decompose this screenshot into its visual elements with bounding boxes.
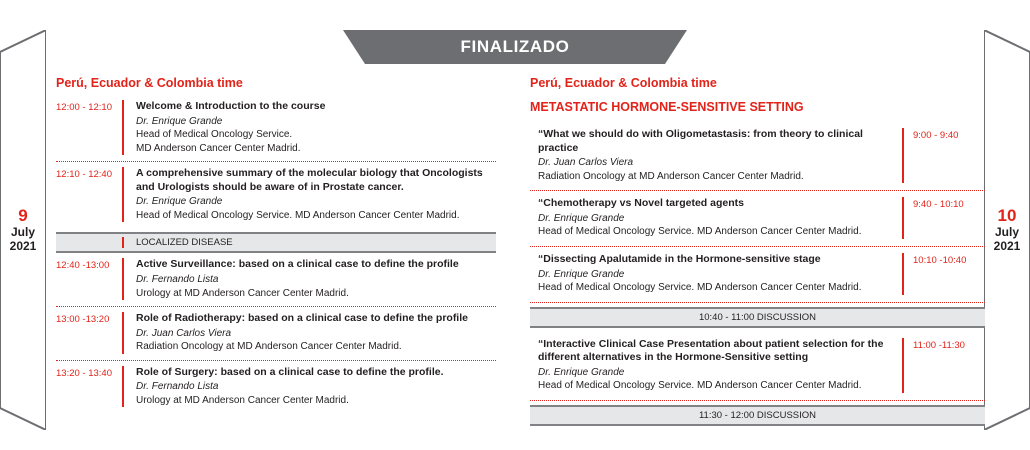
session-speaker: Dr. Enrique Grande bbox=[136, 196, 223, 208]
session-row bbox=[530, 191, 985, 247]
date-tab-right-month: July bbox=[994, 224, 1019, 239]
session-affiliation: Head of Medical Oncology Service. bbox=[136, 129, 293, 141]
session-time: 11:00 -11:30 bbox=[913, 339, 965, 351]
session-row bbox=[56, 361, 496, 414]
session-affiliation: Head of Medical Oncology Service. MD Anderson Cancer Center Madrid. bbox=[538, 226, 862, 238]
session-time: 12:10 - 12:40 bbox=[56, 169, 112, 181]
session-row bbox=[530, 247, 985, 303]
date-tab-left-month: July bbox=[10, 224, 35, 239]
date-tab-left-year: 2021 bbox=[9, 238, 37, 253]
session-title: A comprehensive summary of the molecular biology that Oncologists and Urologists should be aware of in Prostate cancer. bbox=[136, 167, 483, 193]
session-speaker: Dr. Enrique Grande bbox=[538, 268, 625, 280]
band-spacer bbox=[56, 237, 122, 248]
timezone-header-left: Perú, Ecuador & Colombia time bbox=[56, 76, 243, 90]
session-affiliation-2: MD Anderson Cancer Center Madrid. bbox=[136, 142, 301, 154]
session-speaker: Dr. Fernando Lista bbox=[136, 381, 219, 393]
date-tab-right-year: 2021 bbox=[993, 238, 1021, 253]
session-title: “Chemotherapy vs Novel targeted agents bbox=[538, 197, 744, 210]
session-speaker: Dr. Enrique Grande bbox=[538, 212, 625, 224]
session-title: Role of Surgery: based on a clinical case to define the profile. bbox=[136, 365, 444, 378]
session-speaker: Dr. Fernando Lista bbox=[136, 274, 219, 286]
session-title: “Dissecting Apalutamide in the Hormone-sensitive stage bbox=[538, 252, 821, 265]
session-row bbox=[56, 307, 496, 361]
section-band-label: LOCALIZED DISEASE bbox=[136, 237, 233, 249]
discussion-band-1: 10:40 - 11:00 DISCUSSION bbox=[530, 307, 985, 328]
session-title: “What we should do with Oligometastasis: from theory to clinical practice bbox=[538, 128, 863, 154]
agenda-column-day-2 bbox=[530, 76, 985, 430]
session-row bbox=[56, 253, 496, 307]
session-row bbox=[530, 332, 985, 401]
session-row bbox=[56, 100, 496, 162]
session-affiliation: Head of Medical Oncology Service. MD Anderson Cancer Center Madrid. bbox=[538, 282, 862, 294]
session-speaker: Dr. Juan Carlos Viera bbox=[538, 157, 634, 169]
session-affiliation: Head of Medical Oncology Service. MD Anderson Cancer Center Madrid. bbox=[538, 380, 862, 392]
session-speaker: Dr. Enrique Grande bbox=[136, 115, 223, 127]
session-time: 9:00 - 9:40 bbox=[913, 130, 959, 141]
section-title-metastatic: METASTATIC HORMONE-SENSITIVE SETTING bbox=[530, 100, 804, 114]
session-row bbox=[530, 122, 985, 191]
date-tab-right-day: 10 bbox=[997, 206, 1017, 226]
session-affiliation: Radiation Oncology at MD Anderson Cancer Center Madrid. bbox=[136, 341, 402, 353]
status-banner bbox=[343, 30, 687, 64]
status-banner-label: FINALIZADO bbox=[460, 37, 570, 56]
date-tab-right bbox=[984, 30, 1030, 430]
session-time: 10:10 -10:40 bbox=[913, 254, 967, 266]
session-time: 9:40 - 10:10 bbox=[913, 199, 964, 211]
session-title: “Interactive Clinical Case Presentation about patient selection for the different alternatives in the Hormone-Sensitive setting bbox=[538, 337, 884, 364]
session-speaker: Dr. Enrique Grande bbox=[538, 366, 625, 378]
session-time: 13:20 - 13:40 bbox=[56, 367, 112, 379]
session-time: 12:00 - 12:10 bbox=[56, 102, 112, 113]
session-affiliation: Urology at MD Anderson Cancer Center Madrid. bbox=[136, 394, 349, 406]
discussion-band-2: 11:30 - 12:00 DISCUSSION bbox=[530, 405, 985, 426]
session-time: 12:40 -13:00 bbox=[56, 260, 110, 272]
timezone-header-right: Perú, Ecuador & Colombia time bbox=[530, 76, 717, 90]
date-tab-left-day: 9 bbox=[18, 206, 28, 226]
date-tab-left bbox=[0, 30, 46, 430]
session-speaker: Dr. Juan Carlos Viera bbox=[136, 327, 232, 339]
session-time: 13:00 -13:20 bbox=[56, 314, 110, 326]
session-title: Role of Radiotherapy: based on a clinical case to define the profile bbox=[136, 312, 468, 325]
section-band-localized-disease bbox=[56, 232, 496, 253]
agenda-column-day-1 bbox=[56, 76, 496, 413]
session-affiliation: Urology at MD Anderson Cancer Center Madrid. bbox=[136, 287, 349, 299]
session-title: Active Surveillance: based on a clinical case to define the profile bbox=[136, 258, 459, 271]
session-affiliation: Head of Medical Oncology Service. MD Anderson Cancer Center Madrid. bbox=[136, 209, 460, 221]
session-title: Welcome & Introduction to the course bbox=[136, 100, 326, 112]
session-affiliation: Radiation Oncology at MD Anderson Cancer Center Madrid. bbox=[538, 170, 804, 182]
session-row bbox=[56, 162, 496, 228]
